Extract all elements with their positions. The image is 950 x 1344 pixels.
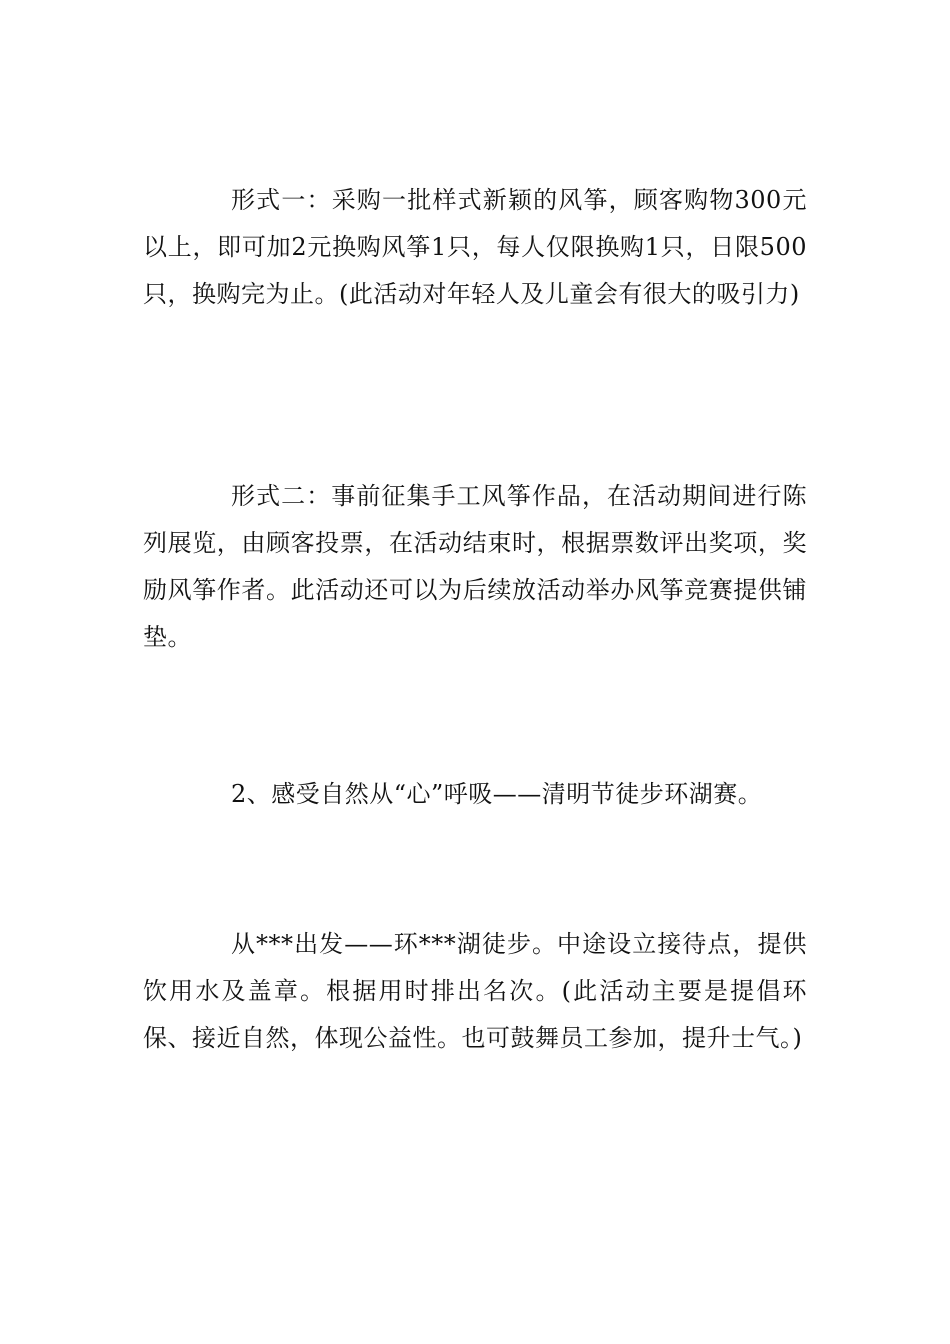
section-heading-lake-walk: 2、感受自然从“心”呼吸——清明节徒步环湖赛。 <box>231 780 763 808</box>
paragraph-kite-form-one: 形式一：采购一批样式新颖的风筝，顾客购物300元以上，即可加2元换购风筝1只，每人仅限换购1只，日限500只，换购完为止。(此活动对年轻人及儿童会有很大的吸引力) <box>143 186 807 308</box>
paragraph-kite-form-two: 形式二：事前征集手工风筝作品，在活动期间进行陈列展览，由顾客投票，在活动结束时，根据票数评出奖项，奖励风筝作者。此活动还可以为后续放活动举办风筝竞赛提供铺垫。 <box>143 482 807 651</box>
paragraph-lake-walk-details: 从***出发——环***湖徒步。中途设立接待点，提供饮用水及盖章。根据用时排出名次。(此活动主要是提倡环保、接近自然，体现公益性。也可鼓舞员工参加，提升士气。) <box>143 930 807 1052</box>
